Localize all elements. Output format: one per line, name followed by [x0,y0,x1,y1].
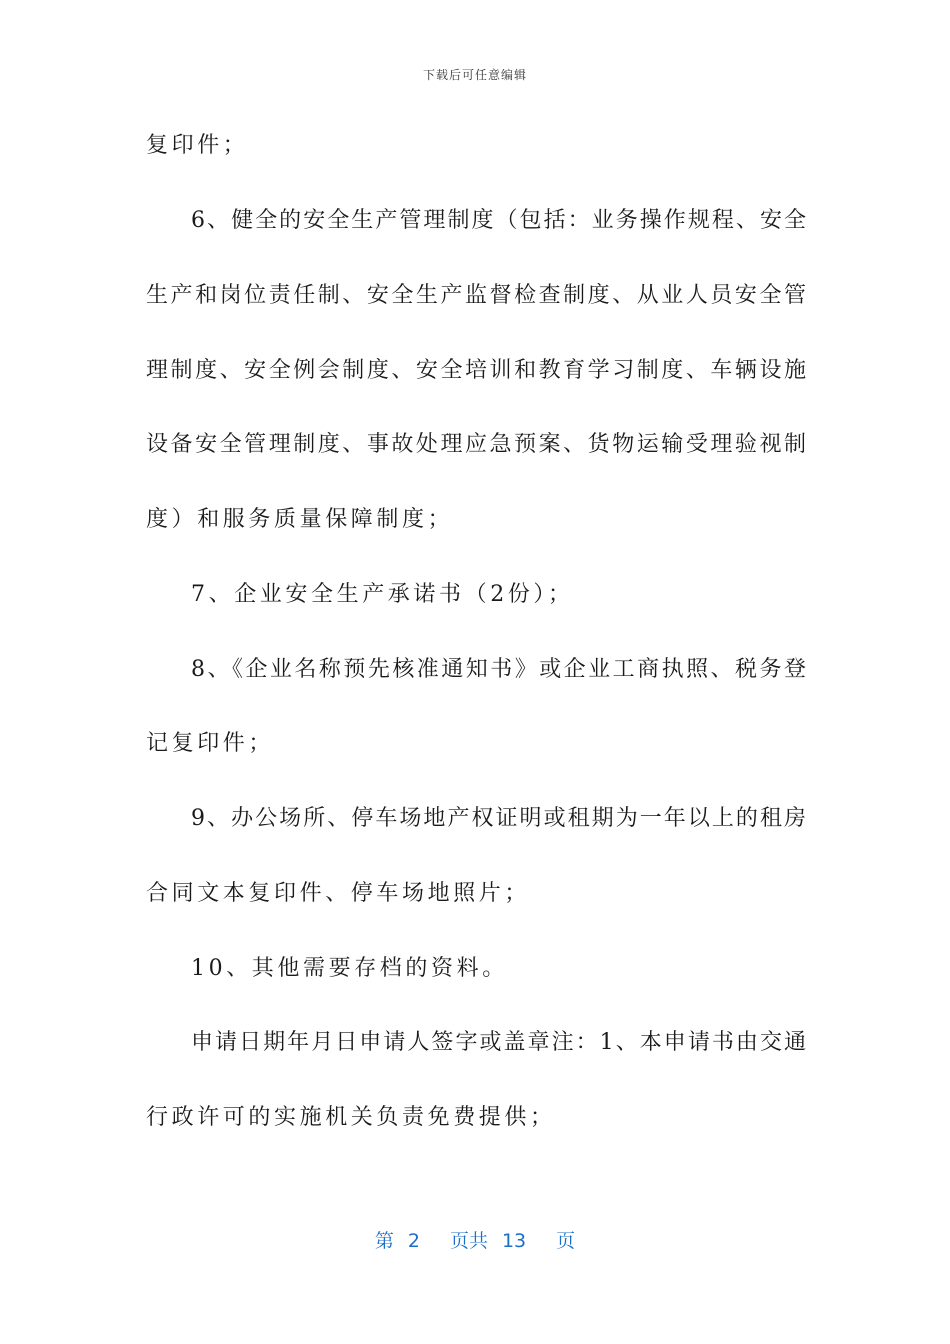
text-line: 9、办公场所、停车场地产权证明或租期为一年以上的租房 [191,806,806,831]
text-line: 6、健全的安全生产管理制度（包括：业务操作规程、安全 [191,208,806,233]
text-line: 生产和岗位责任制、安全生产监督检查制度、从业人员安全管 [146,283,806,308]
text-line: 复印件； [146,133,249,158]
text-line: 理制度、安全例会制度、安全培训和教育学习制度、车辆设施 [146,358,806,383]
text-line: 7、企业安全生产承诺书（2份）； [191,582,574,607]
text-line: 8、《企业名称预先核准通知书》或企业工商执照、税务登 [191,657,806,682]
text-line: 设备安全管理制度、事故处理应急预案、货物运输受理验视制 [146,432,806,457]
text-line: 申请日期年月日申请人签字或盖章注：1、本申请书由交通 [191,1030,806,1055]
page-prefix: 第 [374,1230,394,1252]
text-line: 度）和服务质量保障制度； [146,507,454,532]
page-current: 2 [407,1230,420,1252]
page-mid: 页共 [449,1230,488,1252]
text-line: 记复印件； [146,731,275,756]
page-header-note: 下载后可任意编辑 [422,68,527,82]
page-total: 13 [501,1230,527,1252]
text-line: 合同文本复印件、停车场地照片； [146,881,531,906]
text-line: 行政许可的实施机关负责免费提供； [146,1105,556,1130]
text-line: 10、其他需要存档的资料。 [191,956,508,981]
page-suffix: 页 [556,1230,576,1252]
page-number-footer [0,1226,950,1253]
